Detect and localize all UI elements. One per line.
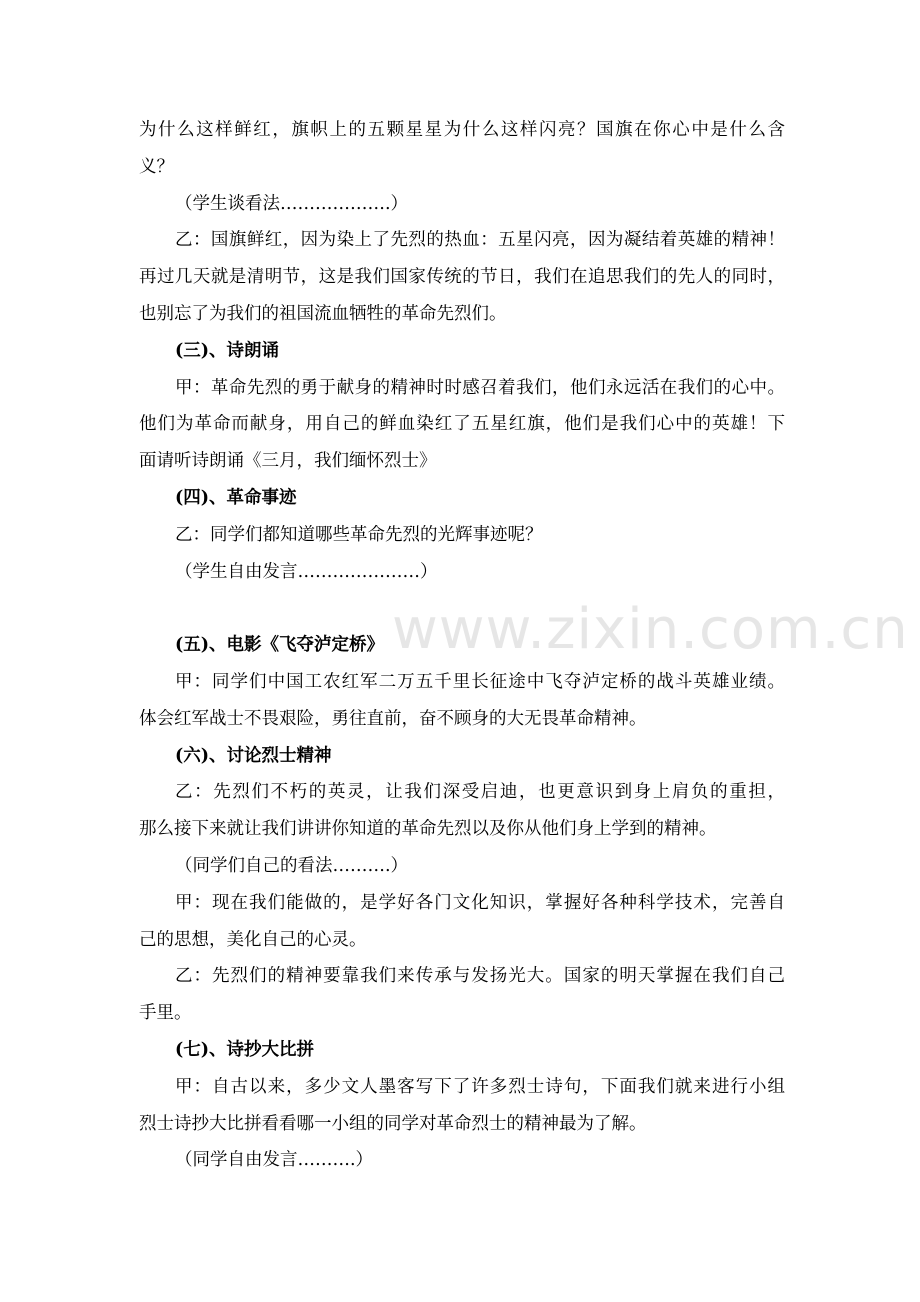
section-heading: (六)、讨论烈士精神	[175, 745, 332, 766]
section-heading: (四)、革命事迹	[175, 487, 297, 508]
paragraph-line: （同学自由发言……….）	[175, 1150, 374, 1171]
paragraph-line: 面请听诗朗诵《三月，我们缅怀烈士》	[139, 451, 437, 472]
section-heading: (七)、诗抄大比拼	[175, 1039, 315, 1060]
blank-line	[139, 590, 785, 627]
paragraph-line: 乙：先烈们不朽的英灵，让我们深受启迪，也更意识到身上肩负的重担，	[175, 782, 785, 803]
watermark: www.zixin.com.cn	[392, 597, 909, 662]
paragraph-line: 体会红军战士不畏艰险，勇往直前，奋不顾身的大无畏革命精神。	[139, 708, 647, 729]
paragraph-line: （学生自由发言…………………）	[175, 561, 438, 582]
paragraph-line: 手里。	[139, 1003, 192, 1024]
paragraph-line: 己的思想，美化自己的心灵。	[139, 929, 367, 950]
paragraph-line: 甲：自古以来，多少文人墨客写下了许多烈士诗句，下面我们就来进行小组	[175, 1076, 785, 1097]
paragraph-line: 为什么这样鲜红，旗帜上的五颗星星为什么这样闪亮？国旗在你心中是什么含	[139, 120, 785, 140]
paragraph-line: （学生谈看法……………….）	[175, 193, 409, 214]
paragraph-line: 义？	[139, 156, 174, 177]
section-heading: (五)、电影《飞夺泸定桥》	[175, 635, 385, 656]
section-heading: (三)、诗朗诵	[175, 340, 280, 361]
paragraph-line: 甲：现在我们能做的，是学好各门文化知识，掌握好各种科学技术，完善自	[175, 892, 785, 913]
paragraph-line: 再过几天就是清明节，这是我们国家传统的节日，我们在追思我们的先人的同时，	[139, 267, 785, 288]
paragraph-line: 那么接下来就让我们讲讲你知道的革命先烈以及你从他们身上学到的精神。	[139, 819, 717, 840]
paragraph-line: 乙：先烈们的精神要靠我们来传承与发扬光大。国家的明天掌握在我们自己	[175, 966, 785, 987]
paragraph-line: 乙：国旗鲜红，因为染上了先烈的热血：五星闪亮，因为凝结着英雄的精神！	[175, 230, 785, 251]
paragraph-line: 乙：同学们都知道哪些革命先烈的光辉事迹呢？	[175, 524, 543, 545]
paragraph-line: 甲：同学们中国工农红军二万五千里长征途中飞夺泸定桥的战斗英雄业绩。	[175, 671, 785, 692]
document-body	[139, 112, 785, 1179]
paragraph-line: 他们为革命而献身，用自己的鲜血染红了五星红旗，他们是我们心中的英雄！下	[139, 414, 785, 435]
paragraph-line: 也别忘了为我们的祖国流血牺牲的革命先烈们。	[139, 303, 507, 324]
paragraph-line: 烈士诗抄大比拼看看哪一小组的同学对革命烈士的精神最为了解。	[139, 1113, 647, 1134]
paragraph-line: 甲：革命先烈的勇于献身的精神时时感召着我们，他们永远活在我们的心中。	[175, 377, 785, 398]
paragraph-line: （同学们自己的看法……….）	[175, 855, 409, 876]
